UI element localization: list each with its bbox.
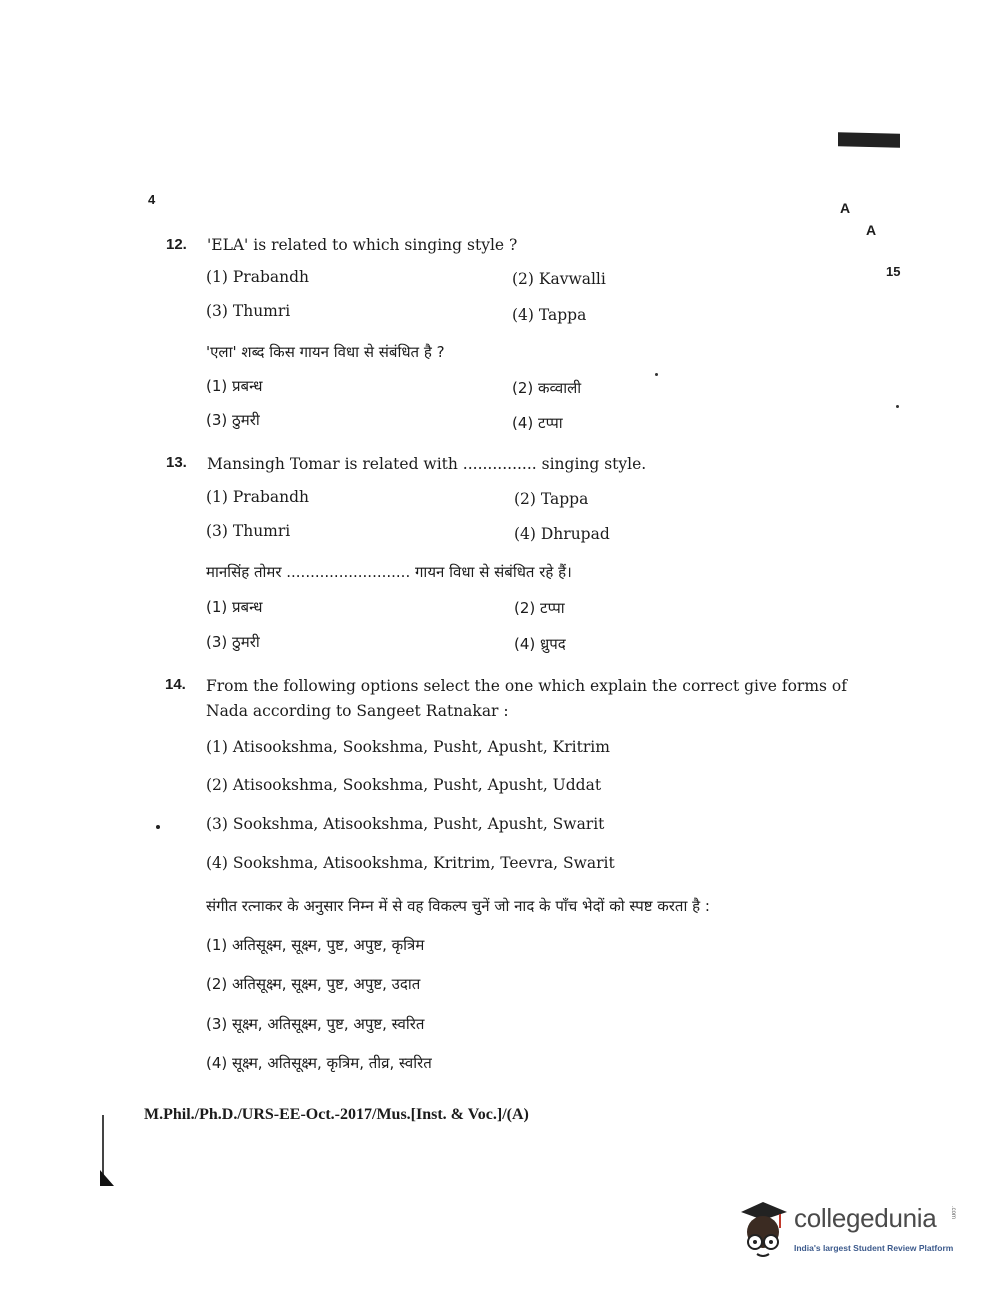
q14-option-4-hi: (4) सूक्ष्म, अतिसूक्ष्म, कृत्रिम, तीव्र, स्वरित	[206, 1054, 432, 1072]
q14-option-2-en: (2) Atisookshma, Sookshma, Pusht, Apusht, Uddat	[206, 776, 602, 794]
q13-option-1-hi: (1) प्रबन्ध	[206, 598, 263, 616]
corner-binding-mark	[100, 1110, 130, 1190]
stray-mark	[156, 825, 160, 829]
question-number-12: 12.	[166, 236, 187, 253]
q12-option-4-hi: (4) टप्पा	[512, 414, 563, 432]
question-13-text-en: Mansingh Tomar is related with ............... singing style.	[207, 455, 647, 473]
q14-option-3-en: (3) Sookshma, Atisookshma, Pusht, Apusht, Swarit	[206, 815, 605, 833]
q13-option-4-hi: (4) ध्रुपद	[514, 635, 566, 653]
watermark-tagline: India's largest Student Review Platform	[794, 1243, 954, 1253]
watermark-suffix: .com	[950, 1206, 956, 1220]
q14-option-2-hi: (2) अतिसूक्ष्म, सूक्ष्म, पुष्ट, अपुष्ट, उदात	[206, 975, 421, 993]
q14-option-3-hi: (3) सूक्ष्म, अतिसूक्ष्म, पुष्ट, अपुष्ट, स्वरित	[206, 1015, 425, 1033]
set-code: A	[840, 200, 851, 216]
scan-speck	[655, 373, 658, 376]
q12-option-4-en: (4) Tappa	[512, 306, 587, 324]
collegedunia-mascot-icon	[735, 1198, 795, 1260]
q12-option-3-hi: (3) ठुमरी	[206, 411, 260, 429]
question-13-text-hi: मानसिंह तोमर .......................... गायन विधा से संबंधित रहे हैं।	[206, 563, 572, 581]
q12-option-1-en: (1) Prabandh	[206, 268, 310, 286]
set-code-secondary: A	[866, 222, 877, 238]
paper-code-footer: M.Phil./Ph.D./URS-EE-Oct.-2017/Mus.[Inst. & Voc.]/(A)	[144, 1106, 529, 1123]
scan-edge-bar	[838, 132, 900, 148]
q13-option-2-hi: (2) टप्पा	[514, 599, 565, 617]
q13-option-4-en: (4) Dhrupad	[514, 525, 610, 543]
q13-option-3-hi: (3) ठुमरी	[206, 633, 260, 651]
question-12-text-en: 'ELA' is related to which singing style ?	[207, 236, 518, 254]
question-12-text-hi: 'एला' शब्द किस गायन विधा से संबंधित है ?	[206, 343, 445, 361]
q13-option-1-en: (1) Prabandh	[206, 488, 310, 506]
question-number-13: 13.	[166, 454, 187, 471]
question-14-text-en-line2: Nada according to Sangeet Ratnakar :	[206, 702, 509, 720]
q13-option-3-en: (3) Thumri	[206, 522, 291, 540]
q14-option-4-en: (4) Sookshma, Atisookshma, Kritrim, Teevra, Swarit	[206, 854, 615, 872]
question-number-14: 14.	[165, 676, 186, 693]
edge-number: 15	[886, 264, 901, 279]
scan-speck	[896, 405, 899, 408]
q14-option-1-en: (1) Atisookshma, Sookshma, Pusht, Apusht, Kritrim	[206, 738, 610, 756]
q12-option-1-hi: (1) प्रबन्ध	[206, 377, 263, 395]
q12-option-2-en: (2) Kavwalli	[512, 270, 606, 288]
page-number: 4	[148, 192, 156, 207]
q14-option-1-hi: (1) अतिसूक्ष्म, सूक्ष्म, पुष्ट, अपुष्ट, कृत्रिम	[206, 936, 425, 954]
question-14-text-hi: संगीत रत्नाकर के अनुसार निम्न में से वह विकल्प चुनें जो नाद के पाँच भेदों को स्पष्ट करता है :	[206, 897, 710, 915]
q12-option-3-en: (3) Thumri	[206, 302, 291, 320]
watermark-brand: collegedunia	[794, 1203, 937, 1233]
q13-option-2-en: (2) Tappa	[514, 490, 589, 508]
question-14-text-en-line1: From the following options select the one which explain the correct give forms of	[206, 677, 847, 695]
q12-option-2-hi: (2) कव्वाली	[512, 379, 582, 397]
